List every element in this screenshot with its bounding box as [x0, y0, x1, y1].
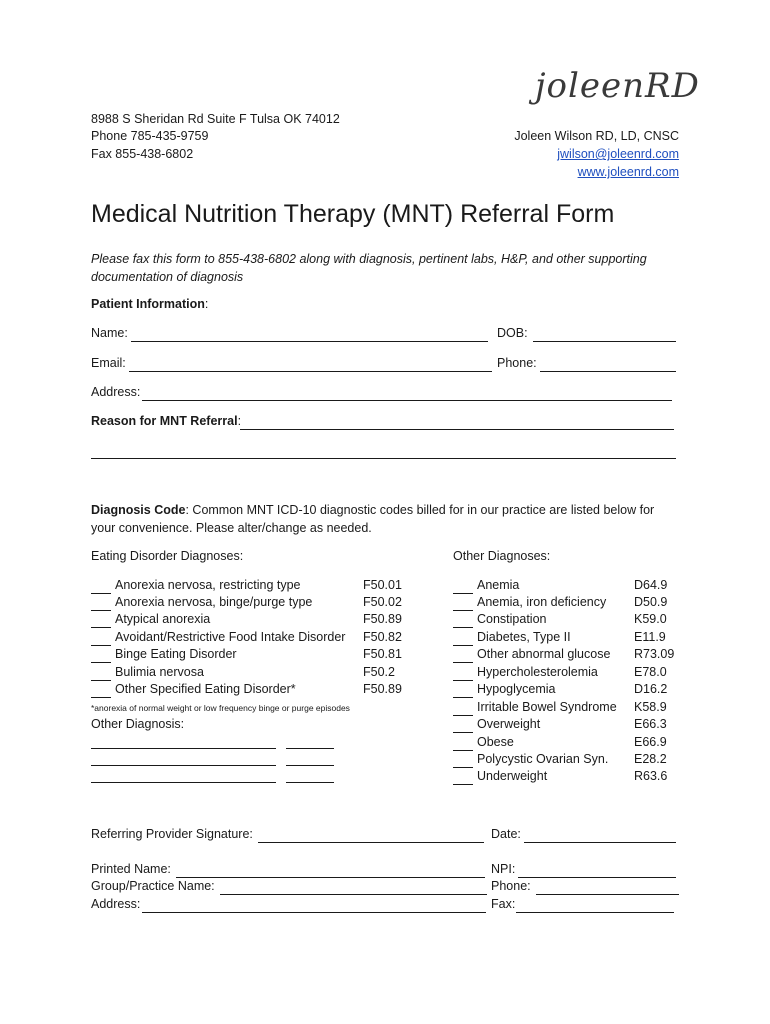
checkbox-blank[interactable] — [453, 615, 473, 628]
list-item — [453, 594, 606, 611]
checkbox-blank[interactable] — [453, 720, 473, 733]
reason-label-text: Reason for MNT Referral — [91, 414, 238, 428]
diagnosis-code: F50.89 — [363, 682, 402, 696]
diagnosis-code-text: : Common MNT ICD-10 diagnostic codes billed for in our practice are listed below for your convenience. Please alter/change as needed. — [91, 503, 655, 535]
checkbox-blank[interactable] — [453, 581, 473, 594]
dob-field[interactable] — [533, 341, 676, 342]
patient-info-heading: Patient Information: — [91, 297, 209, 311]
diagnosis-code-label: Diagnosis Code — [91, 503, 186, 517]
fax-field[interactable] — [516, 912, 674, 913]
diagnosis-label: Anorexia nervosa, restricting type — [115, 578, 301, 592]
diagnosis-label: Anemia, iron deficiency — [477, 595, 607, 609]
npi-field[interactable] — [518, 877, 676, 878]
diagnosis-code: F50.81 — [363, 647, 402, 661]
group-practice-label: Group/Practice Name: — [91, 879, 215, 893]
diagnosis-label: Overweight — [477, 717, 541, 731]
clinic-phone: Phone 785-435-9759 — [91, 129, 209, 143]
diagnosis-label: Polycystic Ovarian Syn. — [477, 752, 609, 766]
diagnosis-label: Anorexia nervosa, binge/purge type — [115, 595, 313, 609]
footnote: *anorexia of normal weight or low frequency binge or purge episodes — [91, 703, 350, 713]
other-diagnosis-field-3[interactable] — [91, 782, 276, 783]
checkbox-blank[interactable] — [453, 650, 473, 663]
email-link[interactable]: jwilson@joleenrd.com — [557, 147, 679, 161]
diagnosis-code: F50.82 — [363, 630, 402, 644]
provider-phone-label: Phone: — [491, 879, 531, 893]
diagnosis-label: Hypercholesterolemia — [477, 665, 598, 679]
list-item — [91, 594, 312, 611]
date-field[interactable] — [524, 842, 676, 843]
printed-name-field[interactable] — [176, 877, 485, 878]
signature-field[interactable] — [258, 842, 484, 843]
list-item — [453, 751, 608, 768]
diagnosis-label: Other abnormal glucose — [477, 647, 611, 661]
diagnosis-code: K59.0 — [634, 612, 667, 626]
diagnosis-code: D64.9 — [634, 578, 668, 592]
form-title: Medical Nutrition Therapy (MNT) Referral Form — [91, 200, 615, 228]
fax-instruction: Please fax this form to 855-438-6802 along with diagnosis, pertinent labs, H&P, and other supporting documentation of diagnosis — [91, 252, 647, 284]
diagnosis-label: Bulimia nervosa — [115, 665, 204, 679]
checkbox-blank[interactable] — [91, 581, 111, 594]
list-item — [453, 577, 519, 594]
checkbox-blank[interactable] — [453, 703, 473, 716]
joleenrd-logo: joleenRD — [535, 66, 700, 106]
address-field[interactable] — [142, 400, 672, 401]
reason-field-line-2[interactable] — [91, 458, 676, 459]
diagnosis-label: Anemia — [477, 578, 520, 592]
other-diagnosis-code-3[interactable] — [286, 782, 334, 783]
diagnosis-code: E78.0 — [634, 665, 667, 679]
list-item — [453, 699, 617, 716]
reason-label: Reason for MNT Referral: — [91, 414, 242, 428]
clinic-fax: Fax 855-438-6802 — [91, 147, 194, 161]
other-diagnosis-label: Other Diagnosis: — [91, 717, 185, 731]
email-label: Email: — [91, 356, 126, 370]
diagnosis-code: E66.9 — [634, 735, 667, 749]
list-item — [91, 664, 204, 681]
diagnosis-label: Avoidant/Restrictive Food Intake Disorder — [115, 630, 346, 644]
phone-field[interactable] — [540, 371, 676, 372]
diagnosis-label: Constipation — [477, 612, 547, 626]
printed-name-label: Printed Name: — [91, 862, 171, 876]
checkbox-blank[interactable] — [453, 685, 473, 698]
diagnosis-code: D50.9 — [634, 595, 668, 609]
checkbox-blank[interactable] — [453, 633, 473, 646]
diagnosis-code: E66.3 — [634, 717, 667, 731]
list-item — [91, 611, 210, 628]
provider-name: Joleen Wilson RD, LD, CNSC — [514, 129, 679, 143]
diagnosis-label: Irritable Bowel Syndrome — [477, 700, 617, 714]
checkbox-blank[interactable] — [91, 615, 111, 628]
list-item — [453, 681, 556, 698]
checkbox-blank[interactable] — [91, 650, 111, 663]
diagnosis-label: Hypoglycemia — [477, 682, 556, 696]
diagnosis-code: F50.2 — [363, 665, 395, 679]
other-diagnosis-code-2[interactable] — [286, 765, 334, 766]
name-field[interactable] — [131, 341, 488, 342]
diagnosis-code: R63.6 — [634, 769, 668, 783]
name-label: Name: — [91, 326, 128, 340]
diagnosis-label: Other Specified Eating Disorder* — [115, 682, 296, 696]
list-item — [453, 611, 547, 628]
diagnosis-code: F50.01 — [363, 578, 402, 592]
diagnosis-code: K58.9 — [634, 700, 667, 714]
diagnosis-label: Obese — [477, 735, 514, 749]
fax-label: Fax: — [491, 897, 516, 911]
website-link[interactable]: www.joleenrd.com — [577, 165, 679, 179]
diagnosis-label: Diabetes, Type II — [477, 630, 571, 644]
diagnosis-code: E11.9 — [634, 630, 666, 644]
list-item — [453, 734, 514, 751]
dob-label: DOB: — [497, 326, 528, 340]
address-label: Address: — [91, 385, 141, 399]
other-diagnosis-code-1[interactable] — [286, 748, 334, 749]
list-item — [91, 577, 301, 594]
email-field[interactable] — [129, 371, 492, 372]
npi-label: NPI: — [491, 862, 516, 876]
checkbox-blank[interactable] — [91, 685, 111, 698]
list-item — [453, 716, 540, 733]
list-item — [91, 681, 296, 698]
list-item — [453, 646, 610, 663]
checkbox-blank[interactable] — [453, 755, 473, 768]
eating-disorder-heading: Eating Disorder Diagnoses: — [91, 549, 244, 563]
checkbox-blank[interactable] — [453, 668, 473, 681]
diagnosis-code: D16.2 — [634, 682, 668, 696]
diagnosis-code: F50.89 — [363, 612, 402, 626]
list-item — [91, 646, 237, 663]
checkbox-blank[interactable] — [453, 598, 473, 611]
date-label: Date: — [491, 827, 521, 841]
checkbox-blank[interactable] — [453, 772, 473, 785]
clinic-address: 8988 S Sheridan Rd Suite F Tulsa OK 74012 — [91, 112, 340, 126]
diagnosis-code-intro — [91, 501, 676, 537]
group-practice-field[interactable] — [220, 894, 487, 895]
diagnosis-label: Binge Eating Disorder — [115, 647, 237, 661]
list-item — [453, 664, 598, 681]
diagnosis-label: Atypical anorexia — [115, 612, 211, 626]
list-item — [91, 629, 345, 646]
list-item — [453, 629, 571, 646]
provider-address-field[interactable] — [142, 912, 486, 913]
checkbox-blank[interactable] — [91, 633, 111, 646]
provider-phone-field[interactable] — [536, 894, 679, 895]
checkbox-blank[interactable] — [91, 668, 111, 681]
diagnosis-code: F50.02 — [363, 595, 402, 609]
diagnosis-label: Underweight — [477, 769, 548, 783]
diagnosis-code: R73.09 — [634, 647, 675, 661]
list-item — [453, 768, 547, 785]
checkbox-blank[interactable] — [91, 598, 111, 611]
diagnosis-code: E28.2 — [634, 752, 667, 766]
reason-field[interactable] — [240, 429, 674, 430]
phone-label: Phone: — [497, 356, 537, 370]
provider-address-label: Address: — [91, 897, 141, 911]
patient-info-heading-text: Patient Information — [91, 297, 205, 311]
other-diagnoses-heading: Other Diagnoses: — [453, 549, 551, 563]
other-diagnosis-field-2[interactable] — [91, 765, 276, 766]
other-diagnosis-field-1[interactable] — [91, 748, 276, 749]
checkbox-blank[interactable] — [453, 738, 473, 751]
signature-label: Referring Provider Signature: — [91, 827, 253, 841]
